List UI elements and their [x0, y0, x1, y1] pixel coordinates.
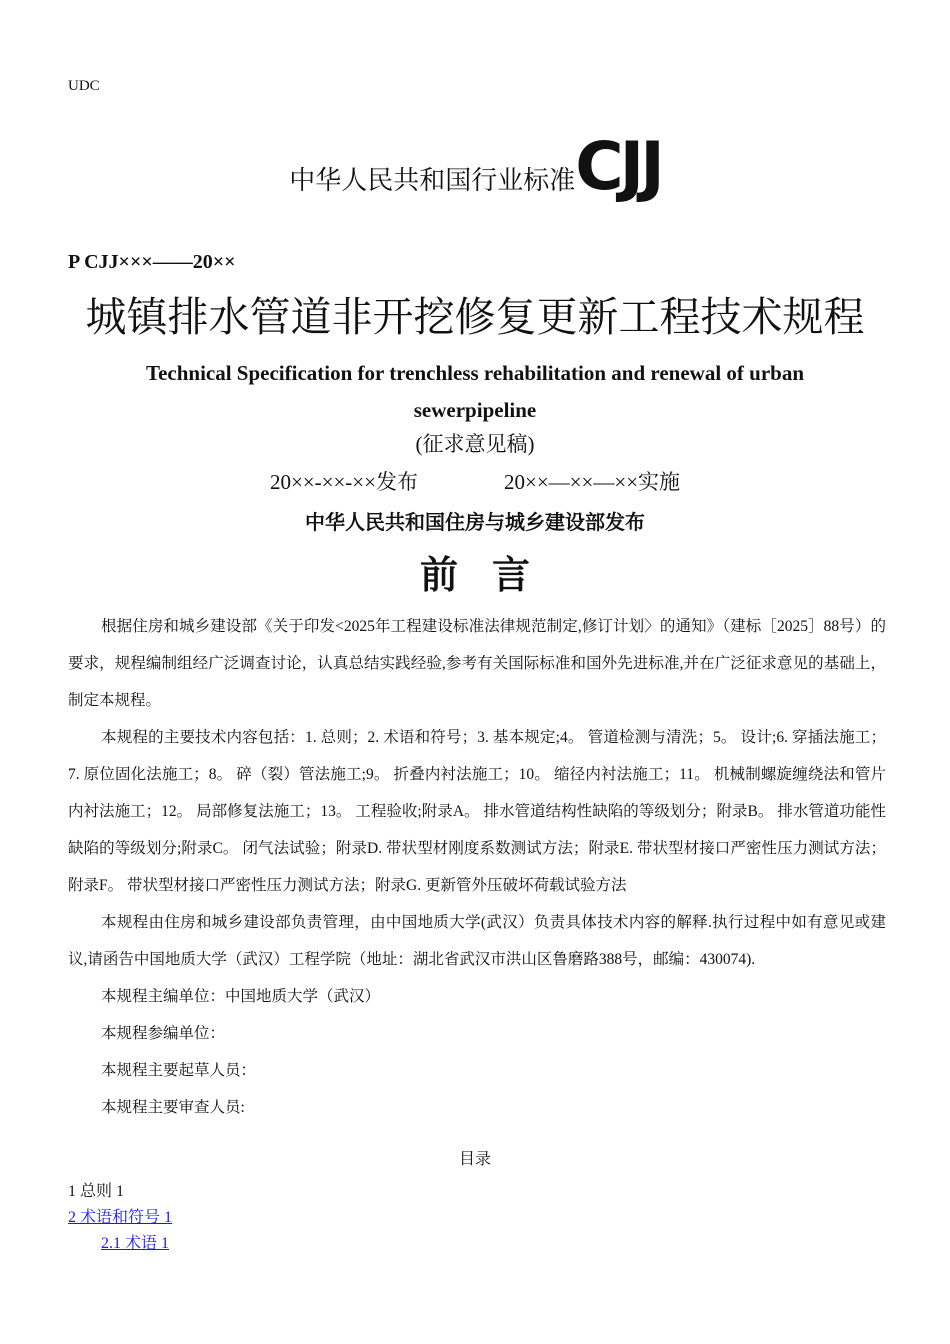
- publish-date: 20××-××-××发布: [269, 470, 418, 494]
- document-title-cn: 城镇排水管道非开挖修复更新工程技术规程: [85, 293, 865, 341]
- table-of-contents: [68, 1179, 172, 1257]
- standard-title: 中华人民共和国行业标准: [289, 166, 576, 196]
- standard-header: [0, 128, 950, 205]
- preface-heading: [0, 544, 950, 599]
- paragraph-reviewers: 本规程主要审查人员:: [101, 1099, 245, 1116]
- paragraph-background: 根据住房和城乡建设部《关于印发<2025年工程建设标准法律规范制定,修订计划〉的通知》（建标［2025］88号）的要求，规程编制组经广泛调查讨论，认真总结实践经验,参考有关国际标准和国外先进标准,并在广泛征求意见的基础上，制定本规程。: [68, 618, 886, 709]
- udc-label: UDC: [68, 78, 100, 94]
- paragraph-drafters: 本规程主要起草人员：: [101, 1062, 257, 1079]
- paragraph-management: 本规程由住房和城乡建设部负责管理，由中国地质大学(武汉）负责具体技术内容的解释.执行过程中如有意见或建议,请函告中国地质大学（武汉）工程学院（地址：湖北省武汉市洪山区鲁磨路388号，邮编：430074).: [68, 914, 886, 968]
- dates-line: [0, 466, 950, 496]
- draft-note: (征求意见稿): [415, 432, 535, 456]
- paragraph-participants: 本规程参编单位：: [101, 1025, 226, 1042]
- toc-item-1: 1 总则 1: [68, 1183, 125, 1200]
- toc-link-2[interactable]: 2 术语和符号 1: [68, 1209, 173, 1226]
- toc-title: 目录: [458, 1151, 491, 1168]
- preface-char-1: 前: [419, 555, 458, 597]
- standard-number: P CJJ×××——20××: [68, 251, 236, 273]
- document-title-en: Technical Specification for trenchless rehabilitation and renewal of urban sewerpipeline: [145, 361, 805, 422]
- toc-link-2-1[interactable]: 2.1 术语 1: [101, 1235, 170, 1252]
- paragraph-chief-editor: 本规程主编单位：中国地质大学（武汉）: [101, 988, 381, 1005]
- paragraph-contents: 本规程的主要技术内容包括：1. 总则；2. 术语和符号；3. 基本规定;4。 管道检测与清洗；5。 设计;6. 穿插法施工；7. 原位固化法施工；8。 碎（裂）管法施工;9。 折叠内衬法施工；10。 缩径内衬法施工；11。 机械制螺旋缠绕法和管片内衬法施工；12。 局部修复法施工；13。 工程验收;附录A。 排水管道结构性缺陷的等级划分；附录B。 排水管道功能性缺陷的等级划分;附录C。 闭气法试验；附录D. 带状型材刚度系数测试方法；附录E. 带状型材接口严密性压力测试方法；附录F。 带状型材接口严密性压力测试方法；附录G. 更新管外压破坏荷载试验方法: [68, 729, 886, 894]
- publisher: 中华人民共和国住房与城乡建设部发布: [305, 510, 645, 534]
- implement-date: 20××—××—××实施: [503, 470, 681, 494]
- preface-body: [68, 608, 886, 1126]
- preface-char-2: 言: [492, 555, 531, 597]
- standard-code-logo: CJJ: [575, 128, 661, 205]
